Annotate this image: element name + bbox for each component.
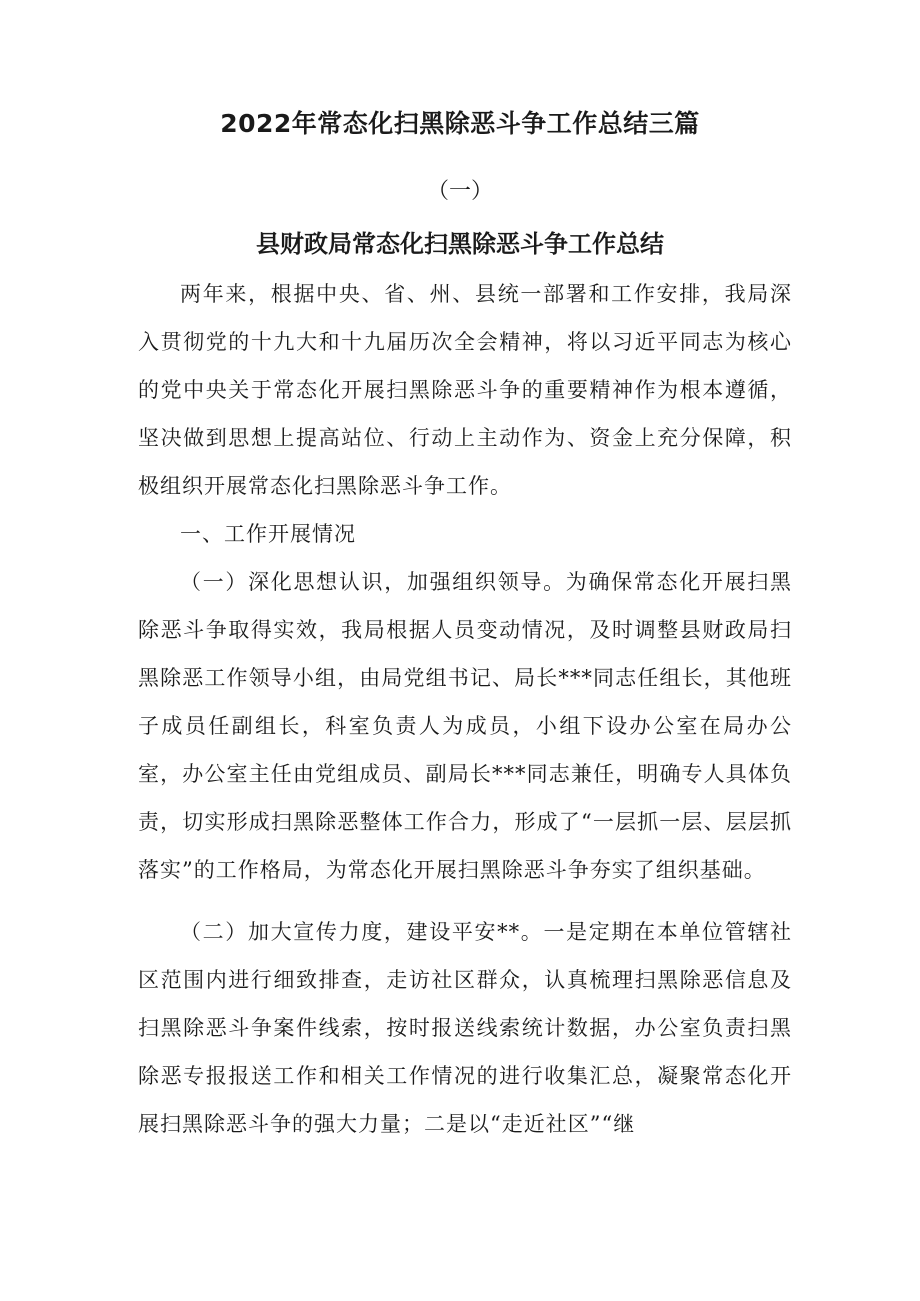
- document-body: [138, 270, 792, 1148]
- paragraph-organization: （一）深化思想认识，加强组织领导。为确保常态化开展扫黑除恶斗争取得实效，我局根据人员变动情况，及时调整县财政局扫黑除恶工作领导小组，由局党组书记、局长***同志任组长，其他班子成员任副组长，科室负责人为成员，小组下设办公室在局办公室，办公室主任由党组成员、副局长***同志兼任，明确专人具体负责，切实形成扫黑除恶整体工作合力，形成了“一层抓一层、层层抓落实”的工作格局，为常态化开展扫黑除恶斗争夯实了组织基础。: [138, 570, 792, 882]
- section-number: （一）: [426, 179, 493, 204]
- document-subtitle: 县财政局常态化扫黑除恶斗争工作总结: [256, 230, 664, 258]
- paragraph-intro: 两年来，根据中央、省、州、县统一部署和工作安排，我局深入贯彻党的十九大和十九届历次全会精神，将以习近平同志为核心的党中央关于常态化开展扫黑除恶斗争的重要精神作为根本遵循，坚决做到思想上提高站位、行动上主动作为、资金上充分保障，积极组织开展常态化扫黑除恶斗争工作。: [138, 282, 792, 498]
- document-title: 2022年常态化扫黑除恶斗争工作总结三篇: [220, 109, 700, 138]
- section-heading-work-status: 一、工作开展情况: [180, 522, 356, 546]
- paragraph-publicity: （二）加大宣传力度，建设平安**。一是定期在本单位管辖社区范围内进行细致排查，走访社区群众，认真梳理扫黑除恶信息及扫黑除恶斗争案件线索，按时报送线索统计数据，办公室负责扫黑除恶专报报送工作和相关工作情况的进行收集汇总，凝聚常态化开展扫黑除恶斗争的强大力量；二是以“走近社区”“继: [138, 920, 792, 1136]
